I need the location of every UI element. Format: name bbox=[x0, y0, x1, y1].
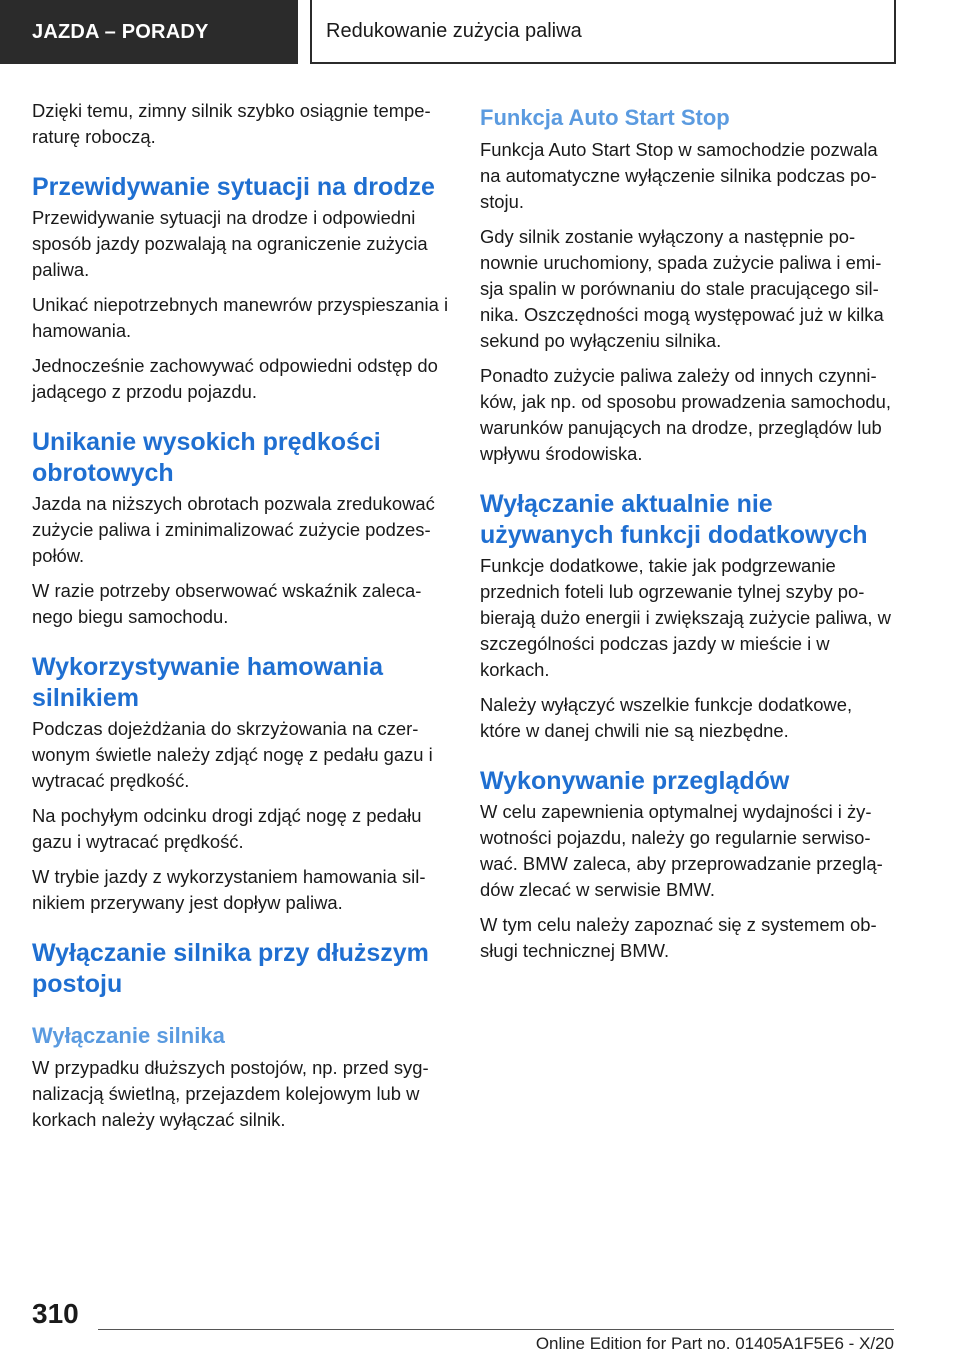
paragraph: Podczas dojeżdżania do skrzyżowania na czerwonym świetle należy zdjąć nogę z pedału gazu i wytracać prędkość. bbox=[32, 718, 433, 791]
paragraph: Unikać niepotrzebnych manewrów przyspieszania i hamowania. bbox=[32, 294, 449, 341]
paragraph: W razie potrzeby obserwować wskaźnik zalecanego biegu samochodu. bbox=[32, 580, 422, 627]
section-title: Redukowanie zużycia paliwa bbox=[310, 0, 896, 64]
paragraph: Ponadto zużycie paliwa zależy od innych czynników, jak np. od sposobu prowadzenia samochodu, warunków panujących na drodze, przeglądów lub wpływu środowiska. bbox=[480, 365, 891, 464]
heading-servicing: Wykonywanie przeglądów bbox=[480, 767, 790, 795]
paragraph: Gdy silnik zostanie wyłączony a następnie ponownie uruchomiony, spada zużycie paliwa i emisja spalin w porównaniu do stale pracującego silnika. Oszczędności mogą występować już w kilka sekund po wyłączeniu silnika. bbox=[480, 226, 884, 351]
right-column bbox=[480, 98, 898, 973]
heading-anticipation: Przewidywanie sytuacji na drodze bbox=[32, 173, 435, 201]
paragraph: W tym celu należy zapoznać się z systemem obsługi technicznej BMW. bbox=[480, 914, 877, 961]
paragraph: W trybie jazdy z wykorzystaniem hamowania silnikiem przerywany jest dopływ paliwa. bbox=[32, 866, 426, 913]
footer-edition: Online Edition for Part no. 01405A1F5E6 - X/20 bbox=[535, 1334, 894, 1353]
subheading-auto-start-stop: Funkcja Auto Start Stop bbox=[480, 105, 730, 130]
paragraph: W celu zapewnienia optymalnej wydajności i żywotności pojazdu, należy go regularnie serwisować. BMW zaleca, aby przeprowadzanie przeglądów zlecać w serwisie BMW. bbox=[480, 801, 883, 900]
paragraph: Jednocześnie zachowywać odpowiedni odstęp do jadącego z przodu pojazdu. bbox=[32, 355, 438, 402]
subheading-engine-off: Wyłączanie silnika bbox=[32, 1023, 225, 1048]
paragraph: W przypadku dłuższych postojów, np. przed sygnalizacją świetlną, przejazdem kolejowym lub w korkach należy wyłączać silnik. bbox=[32, 1057, 429, 1130]
paragraph: Przewidywanie sytuacji na drodze i odpowiedni sposób jazdy pozwalają na ograniczenie zużycia paliwa. bbox=[32, 207, 428, 280]
left-column bbox=[32, 98, 450, 1142]
heading-engine-braking: Wykorzystywanie hamowania silnikiem bbox=[32, 653, 384, 712]
heading-avoid-high-rpm: Unikanie wysokich prędkości obrotowych bbox=[32, 428, 381, 487]
paragraph: Na pochyłym odcinku drogi zdjąć nogę z pedału gazu i wytracać prędkość. bbox=[32, 805, 422, 852]
footer-divider bbox=[98, 1329, 894, 1330]
paragraph: Jazda na niższych obrotach pozwala zredukować zużycie paliwa i zminimalizować zużycie podzespołów. bbox=[32, 493, 435, 566]
paragraph: Funkcje dodatkowe, takie jak podgrzewanie przednich foteli lub ogrzewanie tylnej szyby pobierają dużo energii i zwiększają zużycie paliwa, w szczególności podczas jazdy w mieście i w korkach. bbox=[480, 555, 891, 680]
heading-engine-off-long-stop: Wyłączanie silnika przy dłuższym postoju bbox=[32, 939, 429, 998]
intro-paragraph: Dzięki temu, zimny silnik szybko osiągnie temperaturę roboczą. bbox=[32, 100, 431, 147]
page-number: 310 bbox=[32, 1298, 79, 1329]
paragraph: Funkcja Auto Start Stop w samochodzie pozwala na automatyczne wyłączenie silnika podczas postoju. bbox=[480, 139, 878, 212]
chapter-tab: JAZDA – PORADY bbox=[0, 0, 298, 64]
paragraph: Należy wyłączyć wszelkie funkcje dodatkowe, które w danej chwili nie są niezbędne. bbox=[480, 694, 853, 741]
heading-disable-extra-functions: Wyłączanie aktualnie nie używanych funkcji dodatkowych bbox=[480, 490, 868, 549]
